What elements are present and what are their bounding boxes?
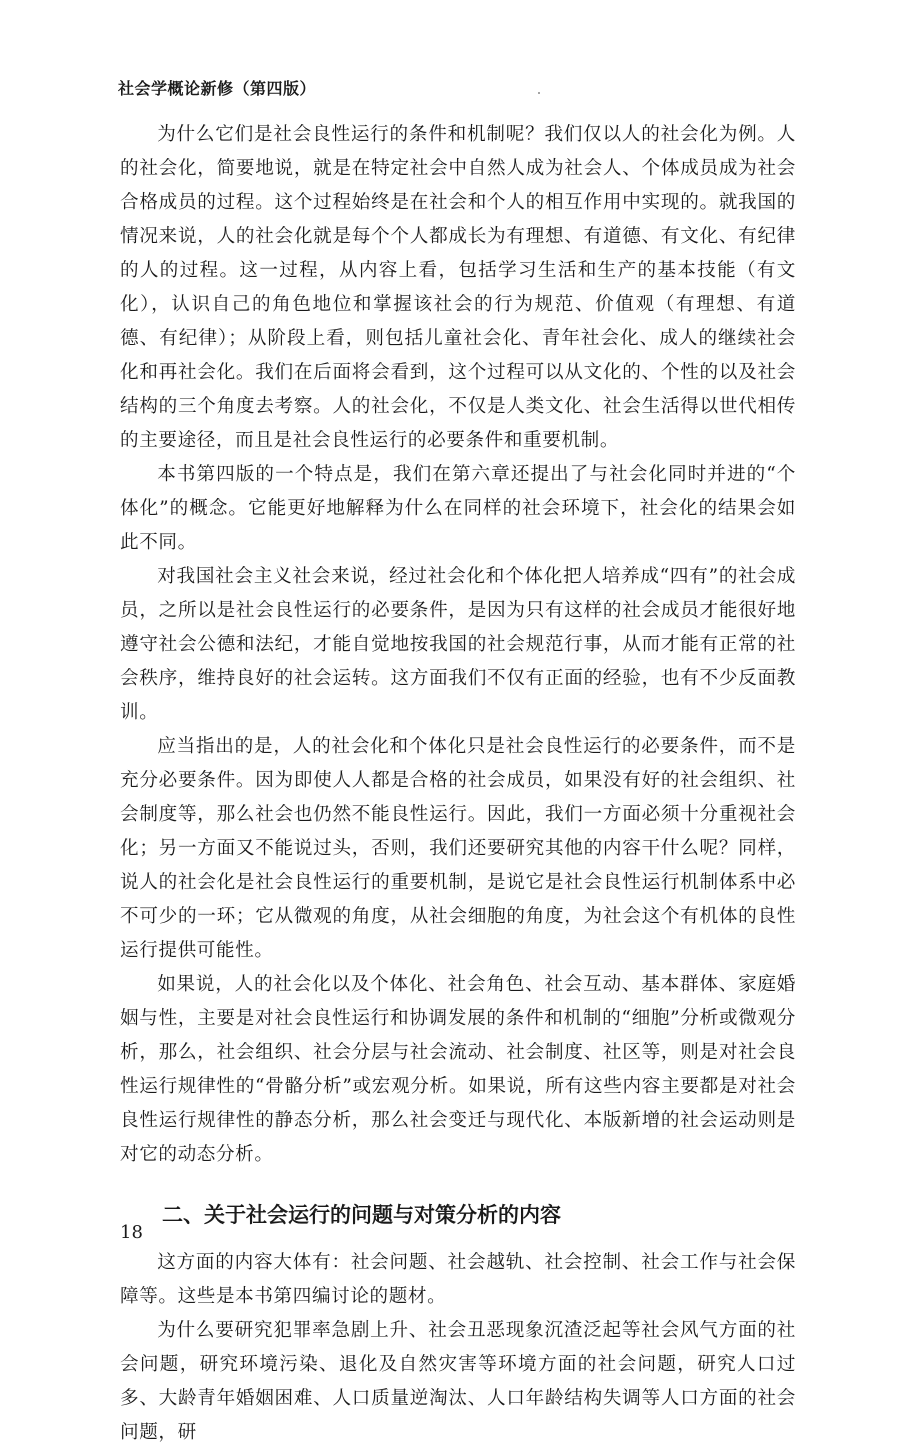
paragraph: 这方面的内容大体有：社会问题、社会越轨、社会控制、社会工作与社会保障等。这些是本书第四编讨论的题材。 <box>120 1252 796 1307</box>
paragraph: 应当指出的是，人的社会化和个体化只是社会良性运行的必要条件，而不是充分必要条件。因为即使人人都是合格的社会成员，如果没有好的社会组织、社会制度等，那么社会也仍然不能良性运行。因此，我们一方面必须十分重视社会化；另一方面又不能说过头，否则，我们还要研究其他的内容干什么呢？同样，说人的社会化是社会良性运行的重要机制，是说它是社会良性运行机制体系中必不可少的一环；它从微观的角度，从社会细胞的角度，为社会这个有机体的良性运行提供可能性。 <box>120 736 796 961</box>
running-title: 社会学概论新修（第四版） <box>118 79 317 98</box>
paragraph: 为什么要研究犯罪率急剧上升、社会丑恶现象沉渣泛起等社会风气方面的社会问题，研究环境污染、退化及自然灾害等环境方面的社会问题，研究人口过多、大龄青年婚姻困难、人口质量逆淘汰、人口年龄结构失调等人口方面的社会问题，研 <box>120 1320 796 1443</box>
paragraph: 为什么它们是社会良性运行的条件和机制呢？我们仅以人的社会化为例。人的社会化，简要地说，就是在特定社会中自然人成为社会人、个体成员成为社会合格成员的过程。这个过程始终是在社会和个人的相互作用中实现的。就我国的情况来说，人的社会化就是每个个人都成长为有理想、有道德、有文化、有纪律的人的过程。这一过程，从内容上看，包括学习生活和生产的基本技能（有文化），认识自己的角色地位和掌握该社会的行为规范、价值观（有理想、有道德、有纪律）；从阶段上看，则包括儿童社会化、青年社会化、成人的继续社会化和再社会化。我们在后面将会看到，这个过程可以从文化的、个性的以及社会结构的三个角度去考察。人的社会化，不仅是人类文化、社会生活得以世代相传的主要途径，而且是社会良性运行的必要条件和重要机制。 <box>120 124 796 451</box>
page-number: 18 <box>120 1222 143 1243</box>
paragraph: 本书第四版的一个特点是，我们在第六章还提出了与社会化同时并进的“个体化”的概念。它能更好地解释为什么在同样的社会环境下，社会化的结果会如此不同。 <box>120 464 796 553</box>
paragraph: 如果说，人的社会化以及个体化、社会角色、社会互动、基本群体、家庭婚姻与性，主要是对社会良性运行和协调发展的条件和机制的“细胞”分析或微观分析，那么，社会组织、社会分层与社会流动、社会制度、社区等，则是对社会良性运行规律性的“骨骼分析”或宏观分析。如果说，所有这些内容主要都是对社会良性运行规律性的静态分析，那么社会变迁与现代化、本版新增的社会运动则是对它的动态分析。 <box>120 974 796 1165</box>
section-heading: 二、关于社会运行的问题与对策分析的内容 <box>162 1203 561 1227</box>
paragraph: 对我国社会主义社会来说，经过社会化和个体化把人培养成“四有”的社会成员，之所以是社会良性运行的必要条件，是因为只有这样的社会成员才能很好地遵守社会公德和法纪，才能自觉地按我国的社会规范行事，从而才能有正常的社会秩序，维持良好的社会运转。这方面我们不仅有正面的经验，也有不少反面教训。 <box>120 566 796 723</box>
scan-speck <box>538 92 540 94</box>
page-body <box>120 118 796 1450</box>
